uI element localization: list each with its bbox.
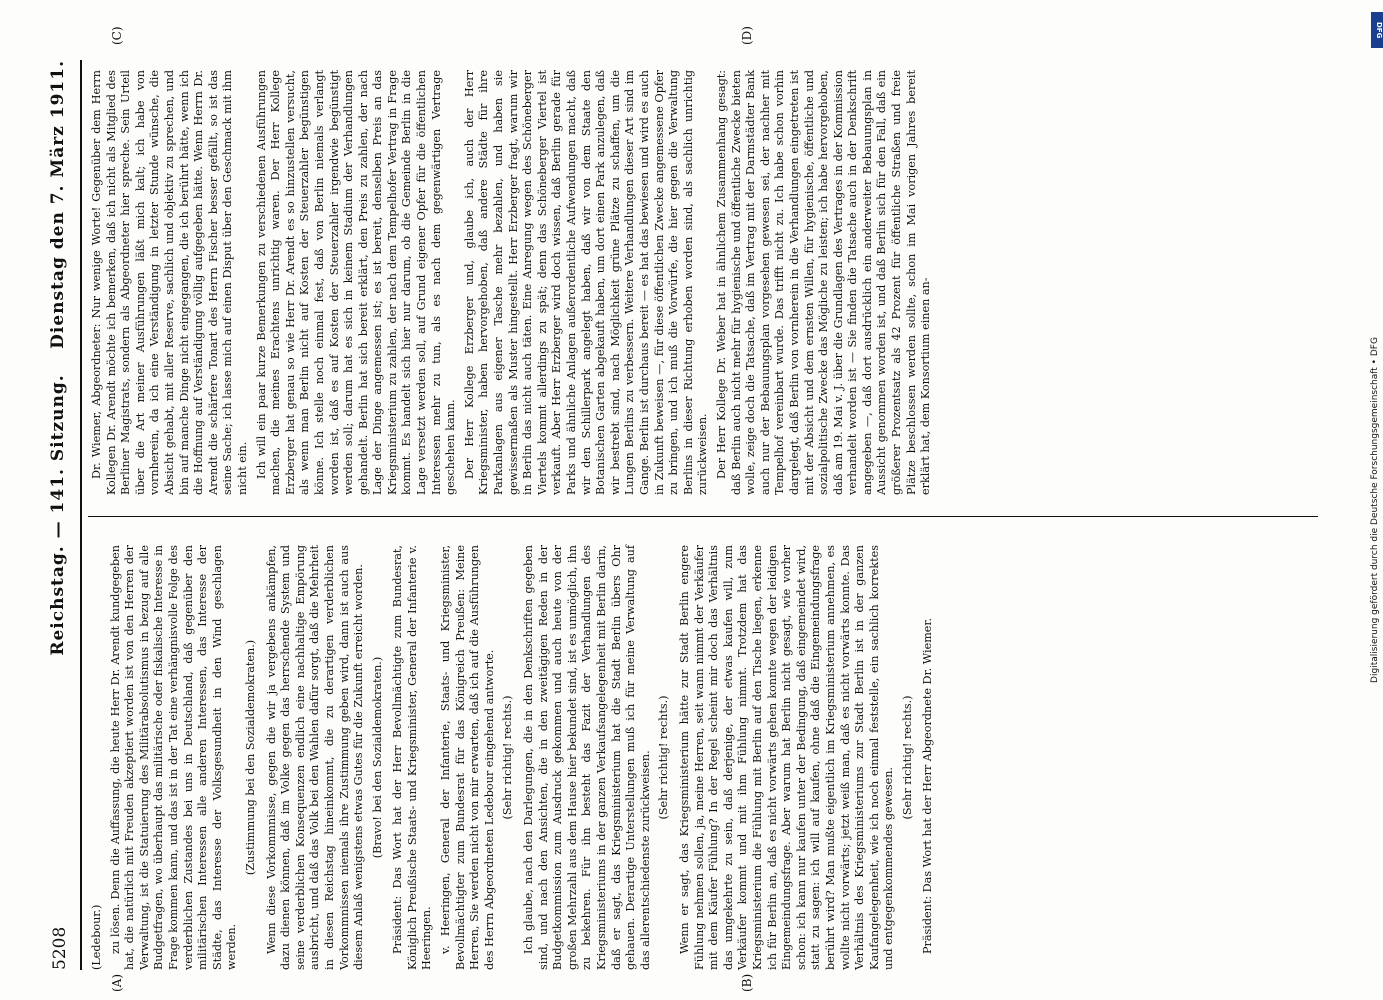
paragraph: Der Herr Kollege Dr. Weber hat in ähnlichem Zusammenhang gesagt: daß Berlin auch nicht mehr für hygienische und öffentliche Zwecke bieten wolle, zeige doch die Tatsache, daß im Vertrag mit der Darmstädter Bank auch nur der Bebauungsplan vorgesehen gewesen sei, der nachher mit Tempelhof vereinbart wurde. Das trifft nicht zu. Ich habe schon vorhin dargelegt, daß Berlin von vornherein in die Verhandlungen eingetreten ist mit der Absicht und dem ernsten Willen, für hygienische, öffentliche und sozialpolitische Zwecke das Mögliche zu leisten; ich habe hervorgehoben, daß am 19. Mai v. J. über die Grundlagen des Vertrages in der Kommission verhandelt worden ist — Sie finden die Tatsache auch in der Denkschrift angegeben —, daß dort ausdrücklich ein anderweiter Bebauungsplan in Aussicht genommen worden ist, und daß Berlin sich für den Fall, daß ein größerer Prozentsatz als 42 Prozent für öffentliche Straßen und freie Plätze beschlossen werden sollte, schon im Mai vorigen Jahres bereit erklärt hat, dem Konsortium einen an- xyxy=(714,70,933,495)
running-title: Reichstag. — 141. Sitzung. xyxy=(48,374,68,656)
right-column xyxy=(90,70,938,495)
page-number: 5208 xyxy=(50,926,70,970)
paragraph: Ich glaube, nach den Darlegungen, die in den Denkschriften gegeben sind, und nach den Ansichten, die in den zweitägigen Reden in der Budgetkommission zum Ausdruck gekommen und auch heute von der großen Mehrzahl aus dem Hause hier bekundet sind, ist es unmöglich, ihn zu bekehren. Für ihn besteht das Fazit der Verhandlungen des Kriegsministeriums in der ganzen Verkaufsangelegenheit mit Berlin darin, daß er sagt, das Kriegsministerium hat die Stadt Berlin übers Ohr gehauen. Derartige Unterstellungen muß ich für meine Verwaltung auf das allerentschiedenste zurückweisen. xyxy=(522,545,652,970)
paragraph: Wenn diese Vorkommnisse, gegen die wir ja vergebens ankämpfen, dazu dienen können, daß im Volke gegen das herrschende System und seine verderblichen Konsequenzen endlich eine nachhaltige Empörung ausbricht, und daß das Volk bei den Wahlen dafür sorgt, daß die Mehrheit in diesen Reichstag hineinkommt, die zu derartigen verderblichen Vorkommnissen niemals ihre Zustimmung geben wird, dann ist auch aus diesem Anlaß wenigstens etwas Gutes für die Zukunft erreicht worden. xyxy=(264,545,366,970)
margin-letter-d: (D) xyxy=(740,26,754,45)
margin-letter-b: (B) xyxy=(740,973,754,992)
margin-letter-a: (A) xyxy=(110,973,124,992)
document-page xyxy=(40,26,1340,1000)
header-rule xyxy=(80,60,82,970)
president-remark: Präsident: Das Wort hat der Herr Bevollmächtigte zum Bundesrat, Königlich Preußische Staats- und Kriegsminister, General der Infanterie v. Heeringen. xyxy=(391,545,434,970)
paragraph: zu lösen. Denn die Auffassung, die heute Herr Dr. Arendt kundgegeben hat, die natürlich mit Freuden akzeptiert worden ist von den Herren der Verwaltung, ist die Statuierung des Militärabsolutismus in bezug auf alle Budgetfragen, wo überhaupt das militärische oder fiskalische Interesse in Frage kommen kann, und das ist in der Tat eine verhängnisvolle Folge des verderblichen Zustandes bei uns in Deutschland, daß gegenüber den militärischen Interessen alle anderen Interessen, das Interesse der Städte, das Interesse der Volksgesundheit in den Wind geschlagen werden. xyxy=(108,545,239,970)
session-date: Dienstag den 7. März 1911. xyxy=(48,60,68,349)
speech-wiemer: Dr. Wiemer, Abgeordneter: Nur wenige Worte! Gegenüber dem Herrn Kollegen Dr. Arendt möchte ich bemerken, daß ich nicht als Mitglied des Berliner Magistrats, sondern als Abgeordneter hier spreche. Sein Urteil über die Art meiner Ausführungen läßt mich kalt; ich habe von vornherein, da ich eine Verständigung in letzter Stunde wünsche, die Absicht gehabt, mit aller Reserve, sachlich und objektiv zu sprechen, und bin auf manche Dinge nicht eingegangen, die ich berührt hätte, wenn ich die Hoffnung auf Verständigung völlig aufgegeben hätte. Wenn Herrn Dr. Arendt die schärfere Tonart des Herrn Fischer besser gefällt, so ist das seine Sache; ich lasse mich auf einen Disput über den Geschmack mit ihm nicht ein. xyxy=(90,70,249,495)
digitization-note: Digitalisierung gefördert durch die Deutsche Forschungsgemeinschaft • DFG xyxy=(1370,337,1380,683)
column-divider xyxy=(88,516,1318,517)
left-column xyxy=(90,545,940,970)
interjection: (Sehr richtig! rechts.) xyxy=(501,695,515,820)
president-remark: Präsident: Das Wort hat der Herr Abgeordnete Dr. Wiemer. xyxy=(921,617,935,954)
interjection: (Sehr richtig! rechts.) xyxy=(900,695,914,820)
page-header xyxy=(48,60,78,970)
speech-heeringen: v. Heeringen, General der Infanterie, Staats- und Kriegsminister, Bevollmächtigter zum Bundesrat für das Königreich Preußen: Meine Herren, Sie werden nicht von mir erwarten, daß ich auf die Ausführungen des Herrn Abgeordneten Ledebour eingehend antworte. xyxy=(439,545,496,970)
paragraph: Ich will ein paar kurze Bemerkungen zu verschiedenen Ausführungen machen, die meines Erachtens unrichtig waren. Der Herr Kollege Erzberger hat genau so wie Herr Dr. Arendt es so hinzustellen versucht, als wenn man Berlin nicht auf Kosten der Steuerzahler begünstigen könne. Ich stelle noch einmal fest, daß von Berlin niemals verlangt worden ist, daß es auf Kosten der Steuerzahler irgendwie begünstigt werden soll; darum hat es sich in keinem Stadium der Verhandlungen gehandelt. Berlin hat sich bereit erklärt, den Preis zu zahlen, der nach Lage der Dinge angemessen ist; es ist bereit, denselben Preis an das Kriegsministerium zu zahlen, der nach dem Tempelhofer Vertrag in Frage kommt. Es handelt sich hier nur darum, ob die Gemeinde Berlin in die Lage versetzt werden soll, auf Grund eigener Opfer für die öffentlichen Interessen mehr zu tun, als es nach dem gegenwärtigen Vertrage geschehen kann. xyxy=(254,70,458,495)
paragraph: Wenn er sagt, das Kriegsministerium hätte zur Stadt Berlin engere Fühlung nehmen sollen, ja, meine Herren, seit wann nimmt der Verkäufer mit dem Käufer Fühlung? In der Regel scheint mir doch das Verhältnis das umgekehrte zu sein, daß derjenige, der etwas kaufen will, zum Verkäufer kommt und mit ihm Fühlung nimmt. Trotzdem hat das Kriegsministerium die Fühlung mit Berlin auf den Tische liegen, erkenne ich für Berlin an, daß es nicht vorwärts gehen konnte wegen der leidigen Eingemeindungsfrage. Aber warum hat Berlin nicht gesagt, wie vorher schon: ich kann nur kaufen unter der Bedingung, daß eingemeindet wird, statt zu sagen: ich will auf kaufen, ohne daß die Eingemeindungsfrage berührt wird? Man mußte eigentlich im Kriegsministerium annehmen, es wollte nicht vorwärts; jetzt weiß man, daß es nicht vorwärts konnte. Das Verhältnis des Kriegsministeriums zur Stadt Berlin ist in der ganzen Kaufangelegenheit, wie ich noch einmal feststelle, ein sachlich korrektes und entgegenkommendes gewesen. xyxy=(677,545,896,970)
interjection: (Zustimmung bei den Sozialdemokraten.) xyxy=(243,639,257,876)
dfg-logo-text: DFG xyxy=(1375,21,1383,39)
interjection: (Sehr richtig! rechts.) xyxy=(657,695,671,820)
speaker-tag: (Ledebour.) xyxy=(90,904,103,970)
paragraph: Der Herr Kollege Erzberger und, glaube ich, auch der Herr Kriegsminister, haben hervorgehoben, daß andere Städte für ihre Parkanlagen aus eigener Tasche mehr bezahlen, und haben sie gewissermaßen als Muster hingestellt. Herr Erzberger fragt, warum wir in Berlin das nicht auch täten. Eine Anregung wegen des Schöneberger Viertels kommt allerdings zu spät; denn das Schöneberger Viertel ist verkauft. Aber Herr Erzberger wird doch wissen, daß Berlin gerade für Parks und ähnliche Anlagen außerordentliche Aufwendungen macht, daß wir den Schillerpark angelegt haben, daß wir von dem Staate den Botanischen Garten abgekauft haben, um dort einen Park anzulegen, daß wir bestrebt sind, nach Möglichkeit grüne Plätze zu schaffen, um die Lungen Berlins zu verbessern. Weitere Verhandlungen dieser Art sind im Gange. Berlin ist durchaus bereit — es hat das bewiesen und wird es auch in Zukunft beweisen —, für diese öffentlichen Zwecke angemessene Opfer zu bringen, und ich muß die Vorwürfe, die hier gegen die Verwaltung Berlins in dieser Richtung erhoben worden sind, als sachlich unrichtig zurückweisen. xyxy=(462,70,710,495)
interjection: (Bravo! bei den Sozialdemokraten.) xyxy=(370,656,384,859)
margin-letter-c: (C) xyxy=(110,26,124,45)
